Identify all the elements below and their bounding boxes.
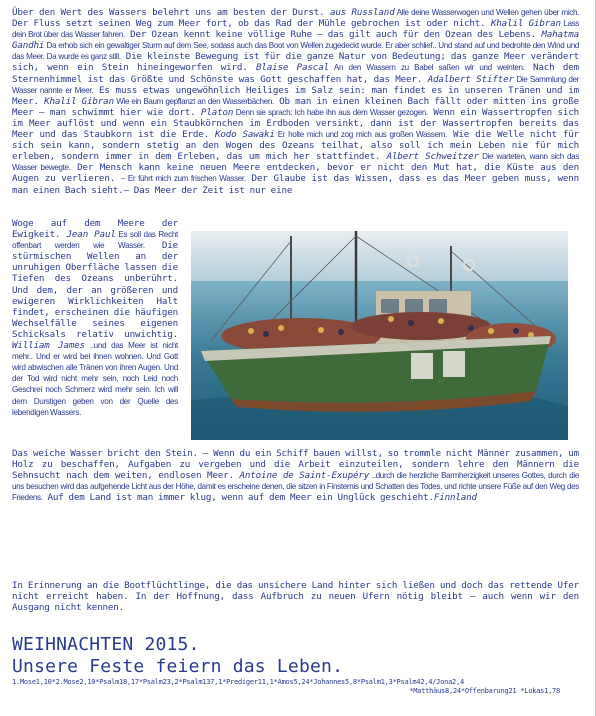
top-bible-verse-28: – Er führt mich zum frischen Wasser.: [120, 174, 246, 184]
top-bible-verse-20: Denn sie sprach: Ich habe ihn aus dem Wasser gezogen.: [233, 107, 428, 117]
top-quote-3: Der Fluss setzt seinen Weg zum Meer fort, ob das Rad der Mühle gebrochen ist oder nicht.: [12, 18, 491, 30]
top-author-4: Khalil Gibran: [490, 18, 561, 30]
bottom-quote-0: Das weiche Wasser bricht den Stein. – Wenn du ein Schiff bauen willst, so trommle nicht Männer zusammen, um Holz zu beschaffen, Aufgaben zu vergeben und die Arbeit einzuteilen, sondern lehre den Männern die Sehnsucht nach dem weiten, endlosen Meer.: [12, 448, 579, 482]
top-author-22: Kodo Sawaki: [215, 129, 275, 141]
top-bible-verse-11: An den Wassern zu Babel saßen wir und weinten.: [328, 63, 525, 73]
top-quote-15: Es muss etwas ungewöhnlich Heiliges im Salz sein: man findet es in unseren Tränen und im Meer.: [12, 84, 579, 107]
bible-references: [12, 678, 560, 695]
bottom-bible-verse-2: ..durch die herzliche Barmherzigkeit unseres Gottes, durch die uns besuchen wird das aufgehende Licht aus der Höhe, damit es erscheine denen, die sitzen in Finsternis und Schatten des Todes, und richte unsere Füße auf den Weg des Friedens.: [12, 471, 579, 503]
memorial-text: In Erinnerung an die Bootflüchtlinge, die das unsichere Land hinter sich ließen und doch das rettende Ufer nicht erreicht haben. In der Hoffnung, dass Aufbruch zu neuen Ufern nötig bleibt – auch wenn wir den Ausgang nicht kennen.: [12, 580, 579, 614]
top-quote-0: Über den Wert des Wassers belehrt uns am besten der Durst.: [12, 7, 330, 18]
top-author-1: aus Russland: [329, 7, 395, 18]
quotes-paragraph-bottom: [12, 448, 579, 503]
bible-references-line-2: *Matthäus8,24*Offenbarung21 *Lukas1,78: [409, 686, 560, 695]
bottom-author-1: Antoine de Saint-Exupéry: [239, 470, 370, 482]
top-bible-verse-2: Alle deine Wasserwogen und Wellen gehen über mich.: [394, 8, 580, 17]
top-bible-verse-5: Lass dein Brot über das Wasser fahren.: [12, 19, 579, 40]
top-bible-verse-14: Die Sammlung der Wasser nannte er Meer.: [12, 74, 580, 95]
top-quote-6: Der Ozean kennt keine völlige Ruhe – das gilt auch für den Ozean des Lebens.: [124, 29, 542, 41]
left-quote-3: Die stürmischen Wellen an der unruhigen Oberfläche lassen die Tiefen des Ozeans unberührt. Und dem, der an größeren und ewigeren Wirklichkeiten Halt findet, erscheinen die häufigen Wechselfälle seines eigenen Schicksals relativ unwichtig.: [12, 240, 178, 340]
top-author-16: Khalil Gibran: [44, 95, 114, 107]
top-quote-12: Nach dem Sternenhimmel ist das Größte und Schönste was Gott geschaffen hat, das Meer.: [12, 62, 579, 85]
top-quote-29: Der Glaube ist das Wissen, dass es das Meer geben muss, wenn man einen Bach sieht.– Das Meer der Zeit ist nur eine: [12, 173, 579, 196]
top-bible-verse-23: Er holte mich und zog mich aus großen Wassern.: [274, 130, 448, 140]
top-quote-27: Der Mensch kann keine neuen Meere entdecken, bevor er nicht den Mut hat, die Küste aus den Augen zu verlieren.: [12, 162, 580, 185]
top-quote-9: Die kleinste Bewegung ist für die ganze Natur von Bedeutung; das ganze Meer verändert sich, wenn ein Stein hineingeworfen wird.: [12, 51, 580, 74]
top-author-7: Mahatma Gandhi: [12, 29, 579, 52]
page-subtitle: Unsere Feste feiern das Leben.: [12, 656, 344, 677]
bottom-author-4: Finnland: [433, 492, 477, 504]
refugee-boat-photo: [191, 231, 568, 440]
bottom-quote-3: Auf dem Land ist man immer klug, wenn auf dem Meer ein Unglück geschieht.: [42, 492, 434, 504]
left-bible-verse-5: ..und das Meer ist nicht mehr.. Und er wird bei ihnen wohnen. Und Gott wird abwischen alle Tränen von ihren Augen. Und der Tod wird nicht mehr sein, noch Leid noch Geschrei noch Schmerz wird mehr sein. Ich will dem Durstigen geben von der Quelle des lebendigen Wassers.: [12, 341, 178, 417]
top-quote-21: Wenn ein Wassertropfen sich im Meer auflöst und wenn ein Staubkörnchen im Erdboden versinkt, dann ist der Wassertropfen bereits das Meer und das Staubkorn ist die Erde.: [12, 106, 579, 141]
page-title: WEIHNACHTEN 2015.: [12, 634, 200, 655]
top-bible-verse-26: Die warteten, wann sich das Wasser bewegte.: [12, 152, 580, 173]
top-author-13: Adalbert Stifter: [427, 73, 514, 85]
bible-references-line-1: 1.Mose1,10*2.Mose2,10*Psalm18,17*Psalm23,2*Psalm137,1*Prediger11,1*Amos5,24*Johannes5,8*Psalm1,3*Psalm42,4/Jona2,4: [12, 678, 464, 686]
top-quote-18: Ob man in einen kleinen Bach fällt oder mitten ins große Meer – man schwimmt hier wie dort.: [12, 95, 579, 118]
quotes-paragraph-top: [12, 7, 579, 196]
left-quote-0: Woge auf dem Meere der Ewigkeit.: [12, 218, 178, 241]
left-author-4: William James: [12, 340, 85, 352]
top-author-25: Albert Schweitzer: [386, 151, 479, 163]
left-bible-verse-2: Es soll das Recht offenbart werden wie Wasser.: [12, 230, 178, 251]
quotes-column-left: [12, 218, 178, 418]
top-author-10: Blaise Pascal: [256, 62, 329, 74]
top-quote-24: Wie die Welle nicht für sich sein kann, sondern stetig an den Wogen des Ozeans teilhat, also soll ich mein Leben nie für mich erleben, sondern immer in dem Erleben, das um mich her stattfindet.: [12, 129, 579, 163]
left-author-1: Jean Paul: [66, 229, 116, 241]
top-bible-verse-17: Wie ein Baum gepflanzt an den Wasserbächen.: [113, 96, 274, 106]
top-bible-verse-8: Da erhob sich ein gewaltiger Sturm auf dem See, sodass auch das Boot von Wellen zugedeckt wurde. Er aber schlief.. Und stand auf und bedrohte den Wind und das Meer. Da wurde es ganz still.: [12, 41, 579, 62]
top-author-19: Platon: [201, 106, 234, 118]
